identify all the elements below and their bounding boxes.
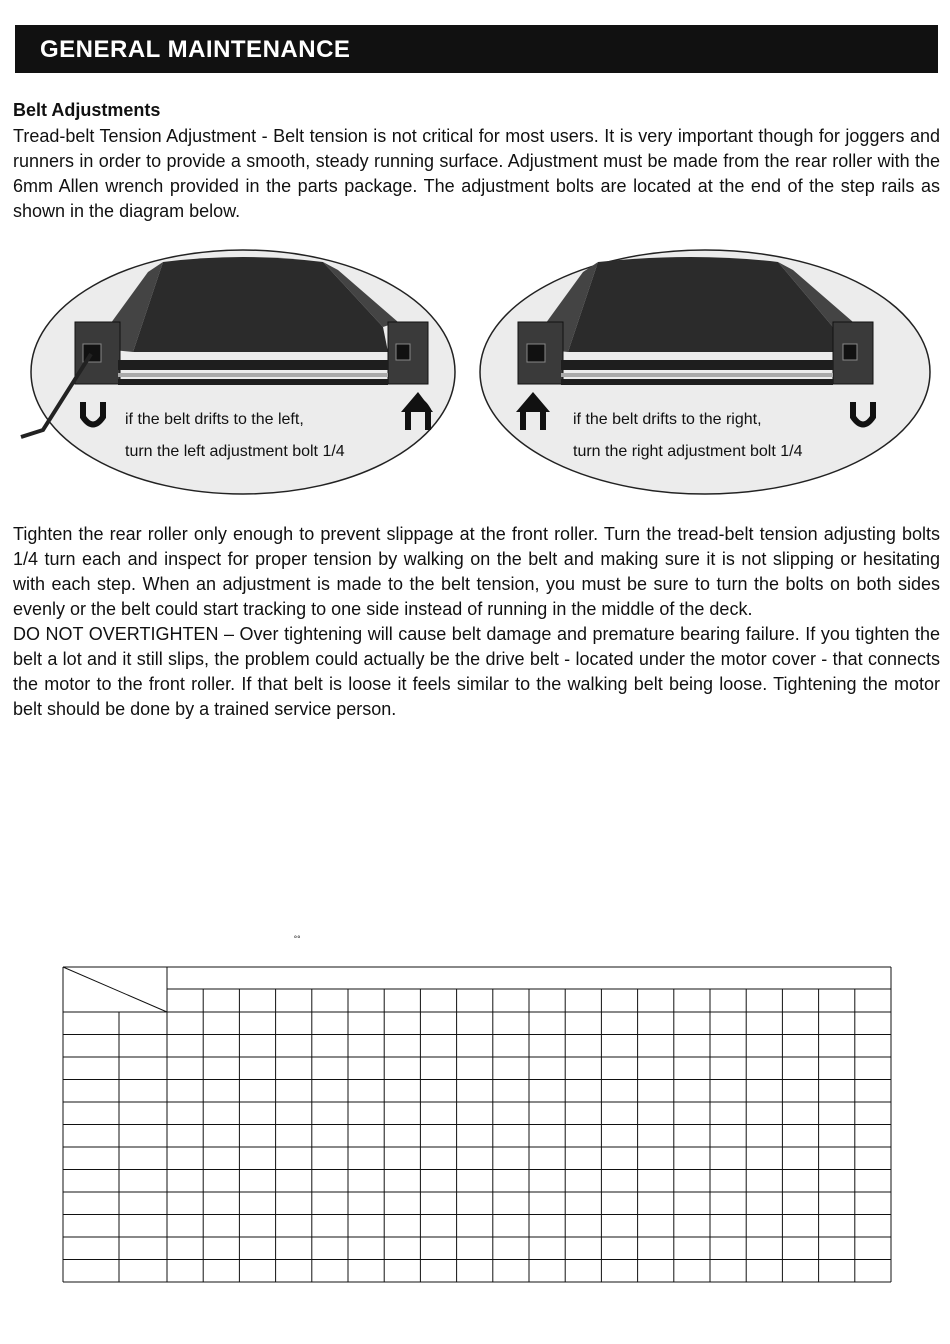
section-header-bar bbox=[15, 25, 938, 73]
page-title: GENERAL MAINTENANCE bbox=[40, 36, 351, 63]
instructions-block bbox=[13, 522, 940, 722]
left-caption-line2: turn the left adjustment bolt 1/4 bbox=[125, 443, 345, 460]
intro-paragraph: Tread-belt Tension Adjustment - Belt tension is not critical for most users. It is very important though for joggers and runners in order to provide a smooth, steady running surface. Adjustment must be made from the rear roller with the 6mm Allen wrench provided in the parts package. The adjustment bolts are located at the end of the step rails as shown in the diagram below. bbox=[13, 126, 940, 221]
right-caption-line1: if the belt drifts to the right, bbox=[573, 411, 762, 428]
blank-log-grid bbox=[60, 965, 894, 1285]
stray-mark: ˚˚ bbox=[294, 936, 301, 947]
belt-adjustment-diagram bbox=[13, 232, 939, 512]
instructions-paragraph-2: DO NOT OVERTIGHTEN – Over tightening will cause belt damage and premature bearing failure. If you tighten the belt a lot and it still slips, the problem could actually be the drive belt - located under the motor cover - that connects the motor to the front roller. If that belt is loose it feels similar to the walking belt being loose. Tightening the motor belt should be done by a trained service person. bbox=[13, 624, 940, 719]
left-adjustment-illustration bbox=[21, 250, 455, 494]
instructions-paragraph-1: Tighten the rear roller only enough to prevent slippage at the front roller. Turn the tread-belt tension adjusting bolts 1/4 turn each and inspect for proper tension by walking on the belt and making sure it is not slipping or hesitating with each step. When an adjustment is made to the belt tension, you must be sure to turn the bolts on both sides evenly or the belt could start tracking to one side instead of running in the middle of the deck. bbox=[13, 524, 940, 619]
grid-corner-diagonal bbox=[63, 967, 167, 1012]
section-heading: Belt Adjustments bbox=[13, 100, 161, 120]
left-caption-line1: if the belt drifts to the left, bbox=[125, 411, 304, 428]
right-adjustment-illustration bbox=[480, 250, 930, 494]
right-caption-line2: turn the right adjustment bolt 1/4 bbox=[573, 443, 803, 460]
